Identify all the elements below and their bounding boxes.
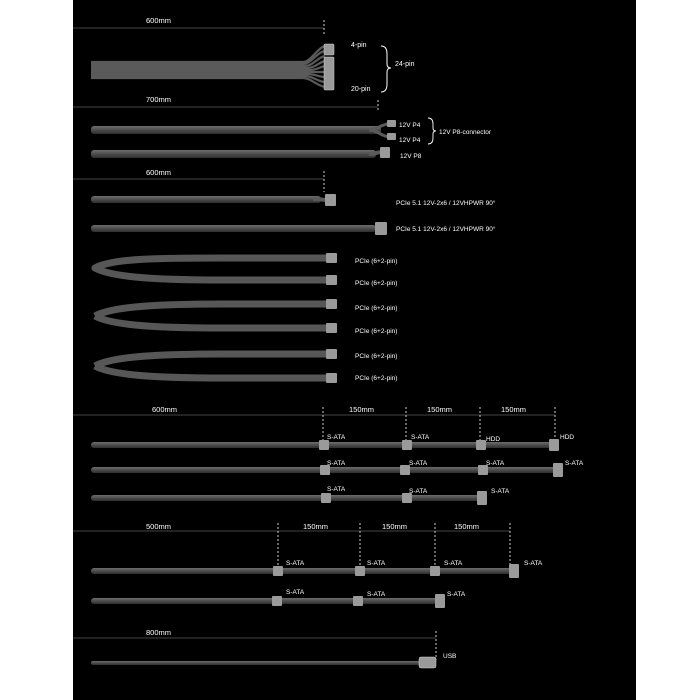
cpu-p4a-label: 12V P4 xyxy=(399,122,421,129)
pcie-length-label: 600mm xyxy=(146,168,172,177)
usb-cable-group xyxy=(73,628,456,668)
sata1-row2-label-1: S-ATA xyxy=(327,460,346,467)
pcie-label-4: PCIe (6+2-pin) xyxy=(355,328,398,335)
sata2-row1-label-1: S-ATA xyxy=(286,560,305,567)
cpu-p4b-label: 12V P4 xyxy=(399,137,421,144)
pcie-pair-1 xyxy=(95,258,328,280)
cpu-p8-label: 12V P8 xyxy=(400,153,422,160)
sata2-length-seg2: 150mm xyxy=(382,522,408,531)
atx-4pin-label: 4-pin xyxy=(351,42,367,49)
pcie-pair-3 xyxy=(95,354,328,378)
atx-20pin-label: 20-pin xyxy=(351,86,371,93)
usb-cable xyxy=(91,661,421,665)
sata1-row2-label-4: S-ATA xyxy=(565,460,584,467)
sata1-row1-label-4: HDD xyxy=(560,434,575,441)
pcie-label-1: PCIe (6+2-pin) xyxy=(355,258,398,265)
pcie-label-5: PCIe (6+2-pin) xyxy=(355,353,398,360)
pcie-plug-4 xyxy=(326,323,337,333)
sata1-row3-label-1: S-ATA xyxy=(327,486,346,493)
pcie-connectors xyxy=(326,253,337,383)
pcie-plug-1 xyxy=(326,253,337,263)
pcie-hpwr-plug-2 xyxy=(375,222,387,235)
atx-brace xyxy=(381,46,391,92)
atx-24pin-label: 24-pin xyxy=(395,61,415,68)
pcie-hpwr-cable-1 xyxy=(91,196,321,203)
cable-diagram xyxy=(73,0,636,700)
sata2-row2-cable xyxy=(91,598,441,604)
sata1-row3-label-2: S-ATA xyxy=(409,488,428,495)
cpu-p8-connector-label: 12V P8-connector xyxy=(439,129,492,136)
cpu-cable-group xyxy=(73,95,492,160)
atx-4pin-connector xyxy=(324,44,334,55)
sata2-row1-label-2: S-ATA xyxy=(367,560,386,567)
usb-length-label: 800mm xyxy=(146,628,172,637)
pcie-plug-6 xyxy=(326,373,337,383)
sata2-length-main: 500mm xyxy=(146,522,172,531)
cpu-brace xyxy=(428,118,436,144)
atx-cable-group xyxy=(73,16,415,93)
pcie-plug-2 xyxy=(326,275,337,285)
sata1-row2-label-3: S-ATA xyxy=(486,460,505,467)
sata2-length-seg1: 150mm xyxy=(303,522,329,531)
sata2-row2-label-1: S-ATA xyxy=(286,589,305,596)
cpu-p4a-connector xyxy=(387,120,396,127)
atx-20pin-connector xyxy=(324,57,334,90)
sata1-length-seg2: 150mm xyxy=(427,405,453,414)
sata2-row1-label-3: S-ATA xyxy=(444,560,463,567)
sata1-row1-label-3: HDD xyxy=(486,436,501,443)
pcie-plug-5 xyxy=(326,349,337,359)
sata1-row3-cable xyxy=(91,495,481,501)
pcie-label-3: PCIe (6+2-pin) xyxy=(355,305,398,312)
sata2-row2-label-3: S-ATA xyxy=(447,591,466,598)
cable-diagram-panel xyxy=(73,0,636,700)
pcie-pair-2 xyxy=(95,304,328,328)
pcie-plug-3 xyxy=(326,299,337,309)
sata1-row3-label-3: S-ATA xyxy=(491,488,510,495)
sata1-row1-label-2: S-ATA xyxy=(411,434,430,441)
pcie-hpwr-label-1: PCIe 5.1 12V-2x6 / 12VHPWR 90° xyxy=(396,200,496,207)
sata1-length-seg3: 150mm xyxy=(501,405,527,414)
cpu-length-label: 700mm xyxy=(146,95,172,104)
usb-plug xyxy=(419,657,436,668)
cpu-p4-cable xyxy=(91,126,381,134)
cpu-p4b-connector xyxy=(387,133,396,140)
sata1-length-main: 600mm xyxy=(152,405,178,414)
pcie-label-2: PCIe (6+2-pin) xyxy=(355,280,398,287)
sata1-cable-group xyxy=(73,405,584,505)
sata1-row1-label-1: S-ATA xyxy=(327,434,346,441)
sata2-cable-group xyxy=(73,522,543,608)
sata2-length-seg3: 150mm xyxy=(454,522,480,531)
atx-length-label: 600mm xyxy=(146,16,172,25)
sata2-row2-label-2: S-ATA xyxy=(367,591,386,598)
pcie-hpwr-plug-1 xyxy=(325,194,336,206)
atx-cable-bundle xyxy=(91,46,325,87)
cpu-p8-cable xyxy=(91,150,376,158)
cpu-p8-plug xyxy=(380,147,390,158)
pcie-label-6: PCIe (6+2-pin) xyxy=(355,375,398,382)
usb-label: USB xyxy=(443,653,457,660)
pcie-hpwr-label-2: PCIe 5.1 12V-2x6 / 12VHPWR 90° xyxy=(396,226,496,233)
sata2-row1-label-4: S-ATA xyxy=(524,560,543,567)
pcie-cable-group xyxy=(73,168,496,383)
sata1-length-seg1: 150mm xyxy=(349,405,375,414)
sata2-row1-cable xyxy=(91,568,515,574)
sata1-row2-label-2: S-ATA xyxy=(409,460,428,467)
pcie-hpwr-cable-2 xyxy=(91,225,376,232)
